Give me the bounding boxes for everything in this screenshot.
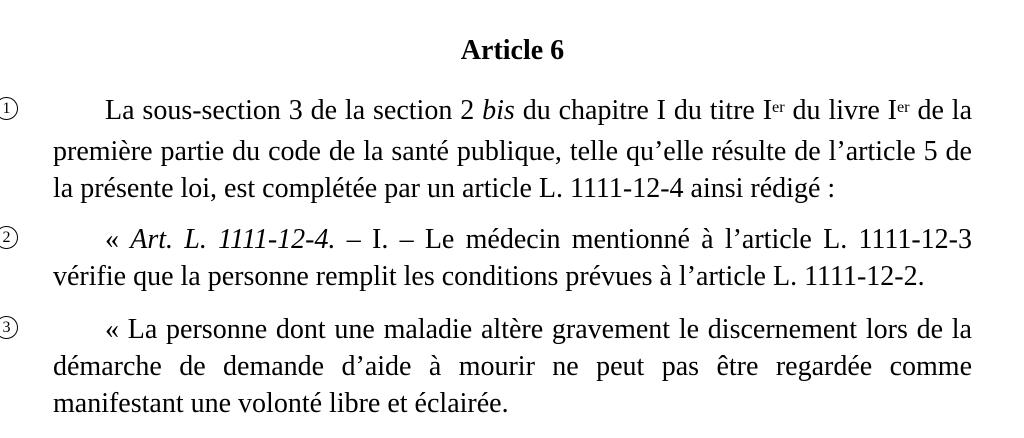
paragraph [2, 221, 972, 295]
superscript-text: er [772, 98, 785, 117]
italic-text: bis [482, 95, 515, 126]
paragraph-number-badge: 3 [0, 316, 18, 339]
body-text: du livre I [784, 95, 897, 126]
paragraph [2, 92, 973, 207]
article-title: Article 6 [460, 35, 565, 66]
body-text: la présente loi, est complétée par un article L. 1111-12-4 ainsi rédigé : [53, 173, 836, 204]
body-text: « La personne dont une maladie altère gravement le discernement lors de la [105, 314, 972, 345]
text-line [53, 385, 972, 422]
body-text: vérifie que la personne remplit les conditions prévues à l’article L. 1111-12-2. [53, 261, 925, 292]
text-line [53, 170, 972, 207]
body-text: du chapitre I du titre I [514, 95, 773, 126]
superscript-text: er [896, 98, 910, 117]
text-line [53, 92, 972, 133]
italic-text: Art. L. 1111-12-4. [130, 224, 336, 255]
body-text: première partie du code de la santé publique, telle qu’elle résulte de l’article 5 de [53, 136, 972, 167]
body-text: démarche de demande d’aide à mourir ne peut pas être regardée comme [53, 351, 972, 382]
text-line [53, 348, 972, 385]
body-text: « [105, 224, 131, 255]
paragraph-list [2, 92, 973, 422]
text-line [53, 258, 972, 295]
text-line [53, 311, 972, 348]
body-text: – I. – Le médecin mentionné à l’article L. 1111-12-3 [335, 224, 972, 255]
text-line [53, 221, 972, 258]
body-text: manifestant une volonté libre et éclairée. [53, 388, 509, 419]
body-text: de la [909, 95, 973, 126]
body-text: La sous-section 3 de la section 2 [105, 95, 483, 126]
paragraph-number-badge: 2 [0, 226, 18, 249]
paragraph-number-badge: 1 [0, 97, 18, 120]
paragraph [2, 311, 972, 422]
text-line [53, 133, 972, 170]
